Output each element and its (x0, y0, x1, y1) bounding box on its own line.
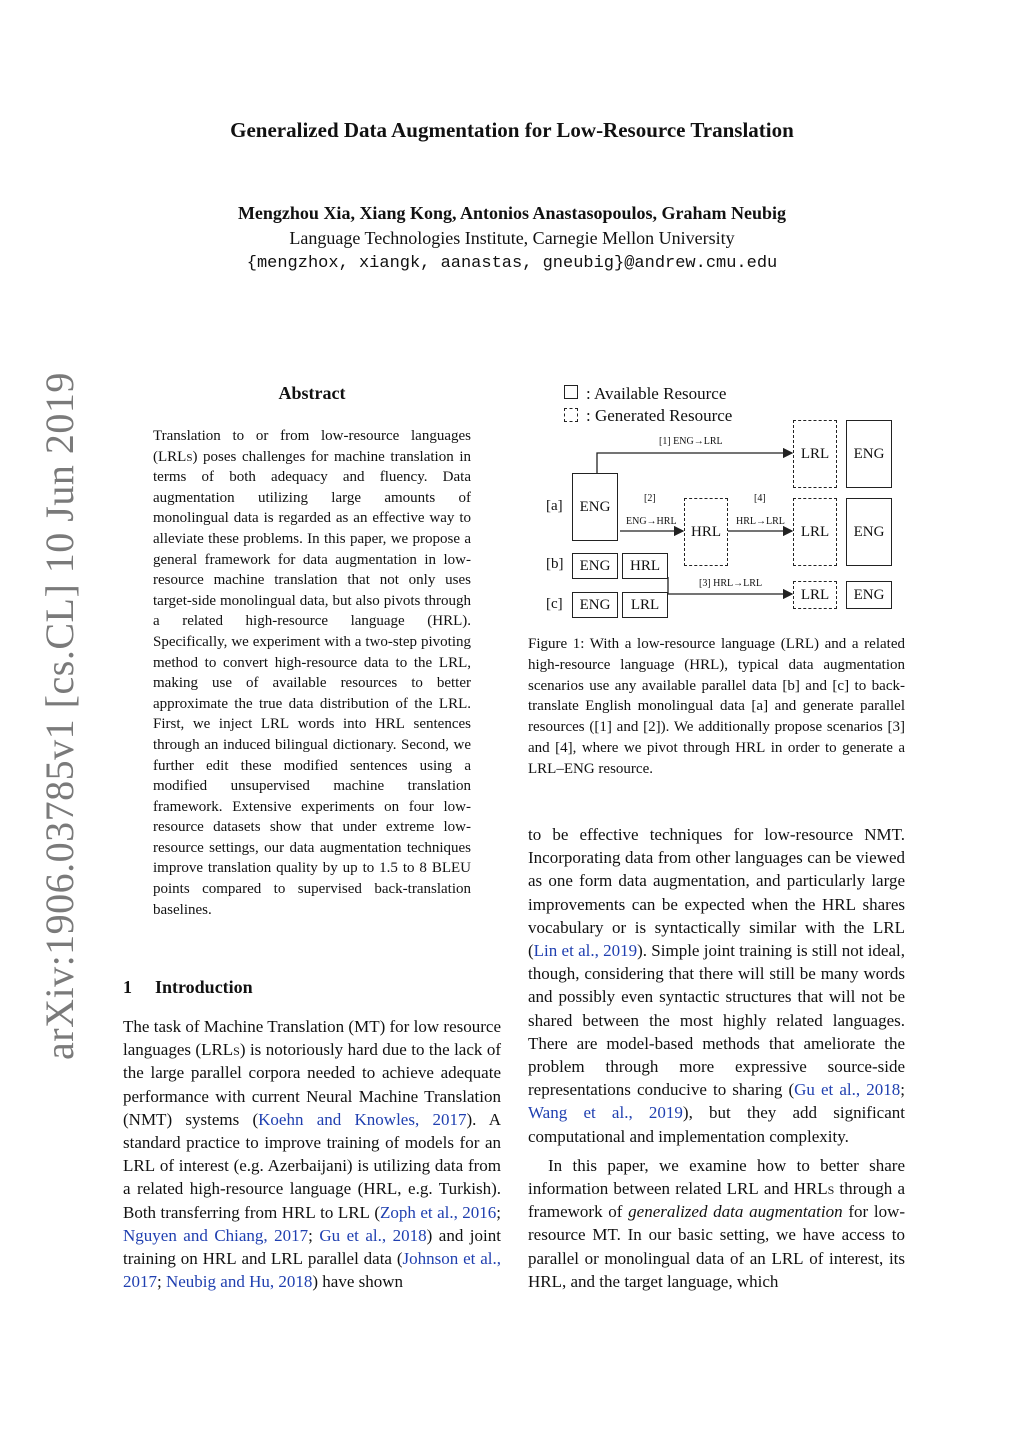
box-generated-lrl-1: LRL (793, 420, 837, 488)
box-b-hrl: HRL (622, 553, 668, 579)
author-emails: {mengzhox, xiangk, aanastas, gneubig}@andrew.cmu.edu (246, 254, 778, 273)
box-generated-lrl-4: LRL (793, 498, 837, 566)
arrow-2-label: ENG→HRL (626, 516, 677, 527)
legend-solid-square-icon (564, 385, 578, 399)
author-list: Mengzhou Xia, Xiang Kong, Antonios Anastasopoulos, Graham Neubig (237, 203, 787, 223)
arrow-4-label: HRL→LRL (736, 516, 785, 527)
box-eng-3: ENG (846, 581, 892, 609)
row-label-c: [c] (546, 596, 563, 612)
citation-link[interactable]: Wang et al., 2019 (528, 1103, 683, 1123)
citation-link[interactable]: Gu et al., 2018 (794, 1080, 901, 1100)
figure-1-caption: Figure 1: With a low-resource language (LRL) and a related high-resource language (HRL), typical data augmentation scenarios use any available parallel data [b] and [c] to back-translate English monolingual data [a] and generate parallel resources ([1] and [2]). We additionally propose scenarios [3] and [4], where we pivot through HRL in order to generate a LRL–ENG resource. (528, 636, 906, 777)
right-column-body (528, 823, 905, 1293)
section-title: Introduction (155, 977, 253, 997)
citation-link[interactable]: Gu et al., 2018 (319, 1225, 427, 1245)
affiliation: Language Technologies Institute, Carnegie Mellon University (289, 228, 735, 248)
paragraph: In this paper, we examine how to better share information between related LRL and HRLs through a framework of generalized data augmentation for low-resource MT. In our basic setting, we have access to parallel or monolingual data of an LRL of interest, its HRL, and the target language, which (528, 1155, 906, 1291)
arxiv-identifier: arXiv:1906.03785v1 [cs.CL] 10 Jun 2019 (37, 372, 82, 1060)
citation-link[interactable]: Nguyen and Chiang, 2017 (123, 1225, 309, 1245)
introduction-body: The task of Machine Translation (MT) for low resource languages (LRLs) is notoriously hard due to the lack of the large parallel corpora needed to achieve adequate performance with current Neural Machine Translation (NMT) systems (Koehn and Knowles, 2017). A standard practice to improve training of models for an LRL of interest (e.g. Azerbaijani) is utilizing data from a related high-resource language (HRL, e.g. Turkish). Both transferring from HRL to LRL (Zoph et al., 2016; Nguyen and Chiang, 2017; Gu et al., 2018) and joint training on HRL and LRL parallel data (Johnson et al., 2017; Neubig and Hu, 2018) have shown (123, 1017, 502, 1292)
citation-link[interactable]: Zoph et al., 2016 (380, 1202, 497, 1222)
abstract-heading: Abstract (278, 383, 346, 403)
row-label-b: [b] (546, 556, 564, 572)
arrow-3-label: [3] HRL→LRL (699, 578, 763, 589)
legend-available: : Available Resource (586, 384, 727, 403)
box-b-eng: ENG (572, 553, 618, 579)
box-a-eng: ENG (572, 473, 618, 541)
citation-link[interactable]: Neubig and Hu, 2018 (165, 1272, 313, 1292)
row-label-a: [a] (546, 498, 563, 514)
arrow-2-number: [2] (644, 493, 656, 504)
box-c-lrl: LRL (622, 592, 668, 618)
box-eng-4: ENG (846, 498, 892, 566)
box-generated-hrl: HRL (684, 498, 728, 566)
citation-link[interactable]: Koehn and Knowles, 2017 (258, 1109, 467, 1129)
box-generated-lrl-3: LRL (793, 581, 837, 609)
section-number: 1 (123, 977, 132, 997)
section-heading-introduction (123, 977, 253, 998)
paper-title: Generalized Data Augmentation for Low-Resource Translation (230, 118, 794, 142)
citation-link[interactable]: Lin et al., 2019 (533, 941, 638, 961)
abstract-body: Translation to or from low-resource languages (LRLs) poses challenges for machine translation in terms of both adequacy and fluency. Data augmentation utilizing large amounts of monolingual data is regarded as an effective way to alleviate these problems. In this paper, we propose a general framework for data augmentation in low-resource machine translation that not only uses target-side monolingual data, but also pivots through a related high-resource language (HRL). Specifically, we experiment with a two-step pivoting method to convert high-resource data to the LRL, making use of available resources to better approximate the true data distribution of the LRL. First, we inject LRL words into HRL sentences through an induced bilingual dictionary. Second, we further edit these modified sentences using a modified unsupervised machine translation framework. Extensive experiments on four low-resource datasets show that under extreme low-resource settings, our data augmentation techniques improve translation quality by up to 1.5 to 8 BLEU points compared to supervised back-translation baselines. (153, 428, 471, 918)
legend-generated: : Generated Resource (586, 406, 733, 425)
arrow-1-label: [1] ENG→LRL (659, 436, 723, 447)
citation-link[interactable]: Johnson et al., 2017 (123, 1249, 501, 1292)
figure-1-diagram (540, 380, 920, 620)
legend-dashed-square-icon (564, 408, 578, 422)
paragraph: to be effective techniques for low-resource NMT. Incorporating data from other languages can be viewed as one form data augmentation, and particularly large improvements can be expected when the HRL shares vocabulary or is syntactically similar with the LRL (Lin et al., 2019). Simple joint training is still not ideal, though, considering that there will still be many words and possibly even syntactic structures that will not be shared between the most highly related languages. There are model-based methods that ameliorate the problem through more expressive source-side representations conducive to sharing (Gu et al., 2018; Wang et al., 2019), but they add significant computational and implementation complexity. (528, 825, 905, 1146)
arrow-4-number: [4] (754, 493, 766, 504)
box-eng-1: ENG (846, 420, 892, 488)
box-c-eng: ENG (572, 592, 618, 618)
arrow-1-eng-to-lrl (597, 453, 792, 473)
